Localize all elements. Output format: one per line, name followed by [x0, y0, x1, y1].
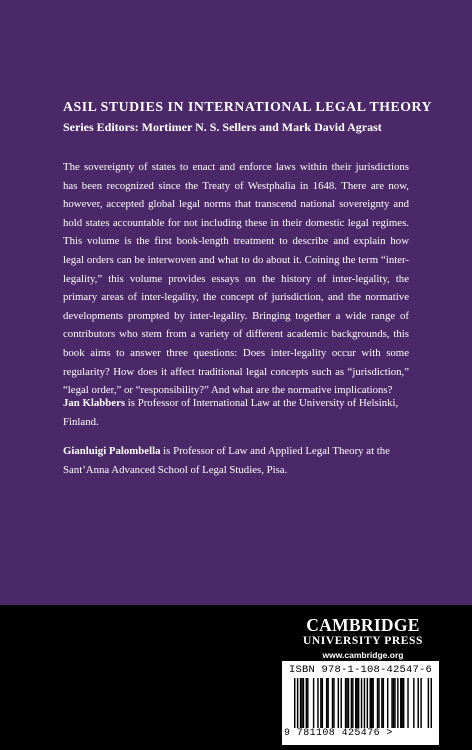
barcode-bar	[378, 678, 379, 732]
barcode-bar	[394, 678, 395, 732]
footer-band	[0, 605, 472, 750]
barcode-bar	[420, 678, 421, 732]
barcode-bar	[431, 678, 432, 732]
author-bio-text: is Professor of International Law at the University of Helsinki, Finland.	[63, 397, 399, 428]
barcode-bar	[371, 678, 372, 732]
barcode-bar	[306, 678, 307, 732]
barcode-bar	[364, 678, 365, 732]
publisher-name: CAMBRIDGE	[306, 615, 420, 635]
barcode-bar	[372, 678, 373, 732]
barcode-bar	[338, 678, 339, 732]
barcode-bar	[407, 678, 408, 732]
barcode-bar	[417, 678, 418, 732]
author-bio-klabbers	[63, 394, 409, 431]
barcode-bar	[351, 678, 352, 732]
barcode-bar	[393, 678, 394, 732]
author-bio-text: is Professor of Law and Applied Legal Theory at the Sant’Anna Advanced School of Legal Studies, Pisa.	[63, 445, 390, 476]
barcode-bar	[313, 678, 314, 732]
book-description: The sovereignty of states to enact and enforce laws within their jurisdictions has been recognized since the Treaty of Westphalia in 1648. There are now, however, accepted global legal norms that transcend national sovereignty and hold states accountable for not including these in their domestic legal regimes. This volume is the first book-length treatment to describe and explain how legal orders can be interwoven and what to do about it. Coining the term “inter-legality,” this volume provides essays on the history of inter-legality, the primary areas of inter-legality, the concept of jurisdiction, and the normative developments prompted by inter-legality. Bringing together a wide range of contributors who stem from a variety of different academic backgrounds, this book aims to answer three questions: Does inter-legality occur with some regularity? How does it affect traditional legal concepts such as “jurisdiction,” “legal order,” or “responsibility?” And what are the normative implications?	[63, 161, 409, 397]
barcode-bar	[346, 678, 347, 732]
barcode-bar	[391, 678, 392, 732]
publisher-press: UNIVERSITY PRESS	[302, 635, 424, 647]
barcode-digits: 9 781108 425476 >	[284, 728, 437, 739]
barcode-bar	[401, 678, 402, 732]
barcode-bar	[345, 678, 346, 732]
barcode-bar	[352, 678, 353, 732]
barcode-bar	[326, 678, 327, 732]
barcode-bar	[397, 678, 398, 732]
barcode-bar	[320, 678, 321, 732]
barcode-bar	[367, 678, 368, 732]
barcode-bar	[428, 678, 429, 732]
author-name: Gianluigi Palombella	[63, 445, 161, 457]
barcode-bar	[356, 678, 357, 732]
barcode-bar	[370, 678, 371, 732]
author-name: Jan Klabbers	[63, 397, 126, 409]
barcode-bar	[297, 678, 298, 732]
author-bio-palombella	[63, 442, 409, 479]
barcode-bar	[317, 678, 318, 732]
isbn-label: ISBN 978-1-108-42547-6	[289, 664, 433, 676]
barcode	[282, 661, 439, 745]
barcode-bar	[381, 678, 382, 732]
barcode-bar	[294, 678, 295, 732]
publisher-logo	[287, 615, 439, 662]
series-title: ASIL STUDIES IN INTERNATIONAL LEGAL THEORY	[63, 99, 433, 114]
barcode-bar	[387, 678, 388, 732]
barcode-bar	[333, 678, 334, 732]
barcode-bar	[300, 678, 301, 732]
barcode-bar	[301, 678, 302, 732]
barcode-bar	[332, 678, 333, 732]
barcode-bar	[383, 678, 384, 732]
barcode-bar	[322, 678, 323, 732]
series-editors: Series Editors: Mortimer N. S. Sellers and Mark David Agrast	[63, 120, 382, 134]
barcode-bar	[403, 678, 404, 732]
barcode-bar	[307, 678, 308, 732]
publisher-url: www.cambridge.org	[322, 650, 404, 660]
barcode-bar	[340, 678, 341, 732]
barcode-bar	[413, 678, 414, 732]
barcode-bars	[294, 678, 432, 732]
barcode-bar	[358, 678, 359, 732]
barcode-bar	[303, 678, 304, 732]
barcode-bar	[355, 678, 356, 732]
barcode-bar	[348, 678, 349, 732]
barcode-bar	[400, 678, 401, 732]
barcode-bar	[377, 678, 378, 732]
barcode-bar	[327, 678, 328, 732]
barcode-bar	[361, 678, 362, 732]
